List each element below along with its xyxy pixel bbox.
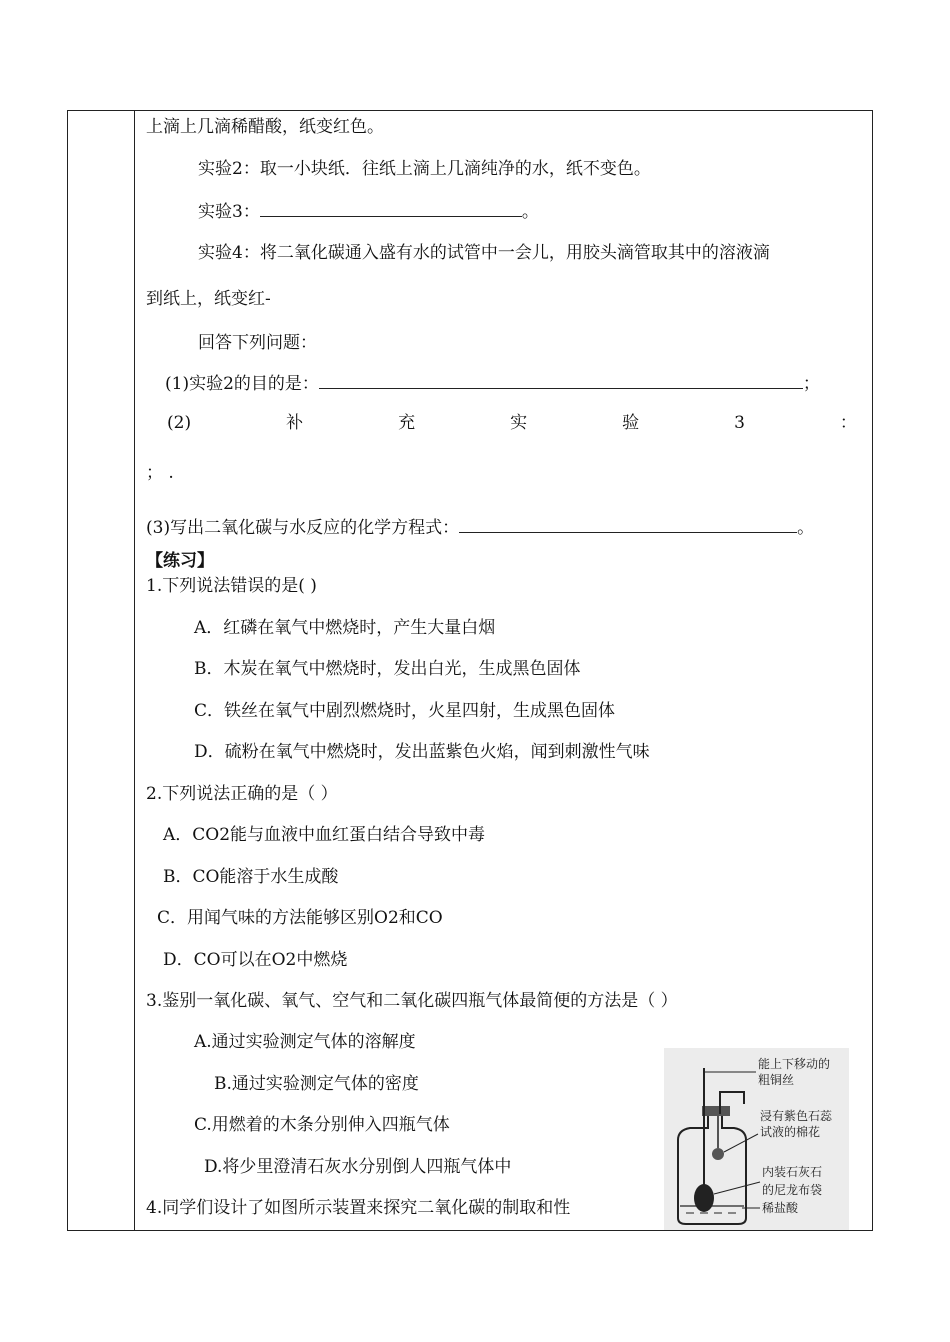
label-bag-1: 内装石灰石 [762, 1165, 823, 1179]
label-cotton-2: 试液的棉花 [760, 1125, 821, 1139]
label-acid: 稀盐酸 [762, 1201, 799, 1215]
label-wire-2: 粗铜丝 [758, 1073, 795, 1087]
practice-q1-stem: 1.下列说法错误的是( ) [146, 576, 317, 596]
practice-q2-option-c: C．用闻气味的方法能够区别O2和CO [157, 908, 443, 928]
practice-q2-option-d: D．CO可以在O2中燃烧 [163, 950, 348, 970]
practice-q1-option-b: B．木炭在氧气中燃烧时，发出白光，生成黑色固体 [194, 659, 581, 679]
limestone-bag [694, 1184, 714, 1212]
label-wire-1: 能上下移动的 [758, 1057, 831, 1071]
label-cotton-1: 浸有紫色石蕊 [760, 1109, 833, 1123]
question-3: (3)写出二氧化碳与水反应的化学方程式： 。 [146, 518, 815, 538]
question-1-blank[interactable] [319, 372, 803, 389]
practice-q3-option-a: A.通过实验测定气体的溶解度 [194, 1032, 416, 1052]
experiment-2: 实验2：取一小块纸．往纸上滴上几滴纯净的水，纸不变色。 [198, 159, 651, 179]
practice-q3-stem: 3.鉴别一氧化碳、氧气、空气和二氧化碳四瓶气体最简便的方法是（ ） [146, 991, 678, 1011]
practice-q2-option-a: A．CO2能与血液中血红蛋白结合导致中毒 [163, 825, 486, 845]
label-bag-2: 的尼龙布袋 [762, 1183, 823, 1197]
rubber-stopper [702, 1106, 730, 1116]
practice-q1-option-d: D．硫粉在氧气中燃烧时，发出蓝紫色火焰，闻到刺激性气味 [194, 742, 650, 762]
question-2-spread: (2) 补 充 实 验 3 ： [167, 413, 857, 433]
experiment-4-line1: 实验4：将二氧化碳通入盛有水的试管中一会儿，用胶头滴管取其中的溶液滴 [198, 243, 770, 263]
answer-prompt: 回答下列问题： [198, 333, 317, 353]
practice-q3-option-b: B.通过实验测定气体的密度 [214, 1074, 419, 1094]
practice-q3-option-c: C.用燃着的木条分别伸入四瓶气体 [194, 1115, 450, 1135]
experiment-line1: 上滴上几滴稀醋酸，纸变红色。 [146, 117, 384, 137]
experiment-4-line2: 到纸上，纸变红- [146, 289, 271, 309]
practice-q2-stem: 2.下列说法正确的是（ ） [146, 784, 338, 804]
practice-q1-option-a: A．红磷在氧气中燃烧时，产生大量白烟 [194, 618, 496, 638]
figure-background [664, 1048, 849, 1230]
cotton-ball [712, 1148, 724, 1160]
experiment-3-blank[interactable] [260, 200, 522, 217]
practice-q3-option-d: D.将少里澄清石灰水分别倒人四瓶气体中 [204, 1157, 512, 1177]
table-column-divider [134, 110, 135, 1231]
practice-q2-option-b: B．CO能溶于水生成酸 [163, 867, 339, 887]
practice-q1-option-c: C．铁丝在氧气中剧烈燃烧时，火星四射，生成黑色固体 [194, 701, 616, 721]
practice-heading: 【练习】 [146, 551, 214, 571]
practice-q4-stem: 4.同学们设计了如图所示装置来探究二氧化碳的制取和性 [146, 1198, 571, 1218]
question-3-blank[interactable] [459, 516, 797, 533]
question-1: (1)实验2的目的是： ； [165, 374, 820, 394]
question-2-continuation: ； . [146, 463, 174, 483]
co2-apparatus-figure [664, 1048, 849, 1230]
experiment-3: 实验3： 。 [198, 202, 539, 222]
